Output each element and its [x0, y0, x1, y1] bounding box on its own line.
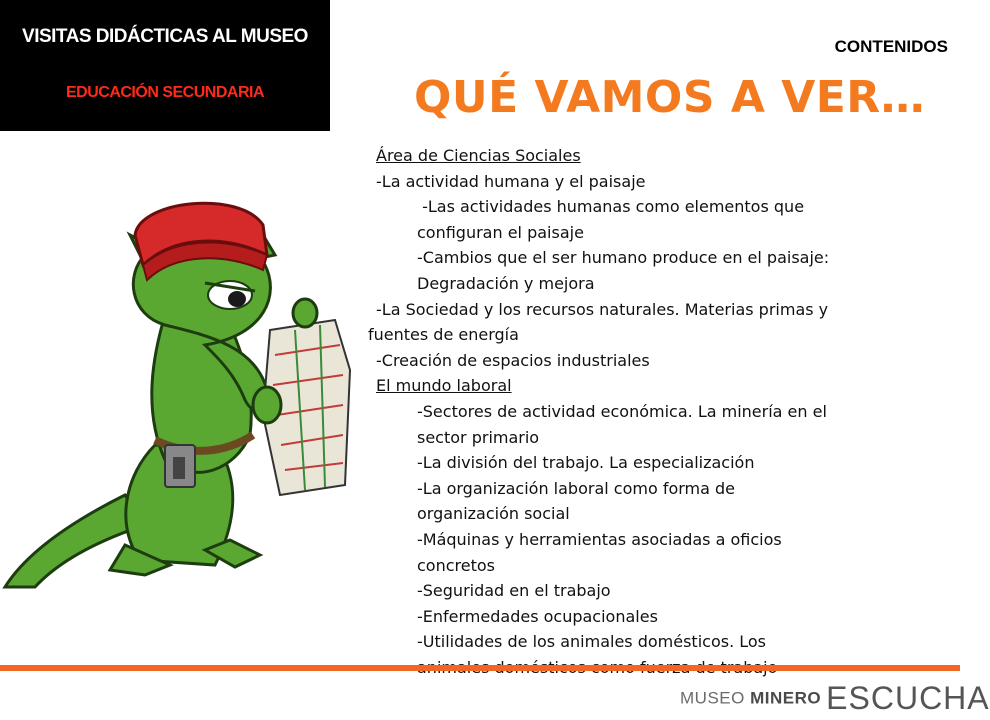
list-item: -Las actividades humanas como elementos que: [417, 197, 805, 217]
list-item: -Sectores de actividad económica. La minería en el: [417, 401, 827, 421]
page-title: QUÉ VAMOS A VER…: [414, 72, 926, 123]
list-item: sector primario: [417, 427, 540, 447]
logo-museo: MUSEO: [680, 688, 751, 708]
list-item: -Enfermedades ocupacionales: [417, 606, 658, 626]
list-item: -La actividad humana y el paisaje: [376, 171, 646, 191]
list-item: Degradación y mejora: [417, 273, 595, 293]
list-item: concretos: [417, 555, 495, 575]
list-item: -La organización laboral como forma de: [417, 478, 736, 498]
list-item: organización social: [417, 504, 570, 524]
list-item: configuran el paisaje: [417, 222, 584, 242]
logo-escucha: ESCUCHA: [826, 680, 990, 716]
museum-logo: [680, 680, 990, 714]
content-list: [368, 143, 916, 680]
header-subtitle: EDUCACIÓN SECUNDARIA: [65, 84, 264, 101]
section-label: CONTENIDOS: [834, 37, 948, 56]
footer-divider: [0, 665, 960, 671]
list-item: -Cambios que el ser humano produce en el paisaje:: [417, 248, 830, 268]
list-item: -Máquinas y herramientas asociadas a oficios: [417, 529, 782, 549]
list-item: -Seguridad en el trabajo: [417, 581, 611, 601]
list-item: fuentes de energía: [368, 325, 519, 345]
list-item: -Creación de espacios industriales: [376, 350, 650, 370]
header-title: VISITAS DIDÁCTICAS AL MUSEO: [22, 26, 308, 47]
list-item: -Utilidades de los animales domésticos. Los: [417, 632, 766, 652]
section-heading-labor: El mundo laboral: [376, 376, 512, 396]
list-item: -La Sociedad y los recursos naturales. Materias primas y: [376, 299, 829, 319]
mascot-illustration: [5, 195, 360, 590]
header-box: [0, 0, 330, 131]
list-item: -La división del trabajo. La especialización: [417, 453, 755, 473]
logo-minero: MINERO: [750, 688, 822, 708]
section-heading-social: Área de Ciencias Sociales: [376, 146, 581, 165]
